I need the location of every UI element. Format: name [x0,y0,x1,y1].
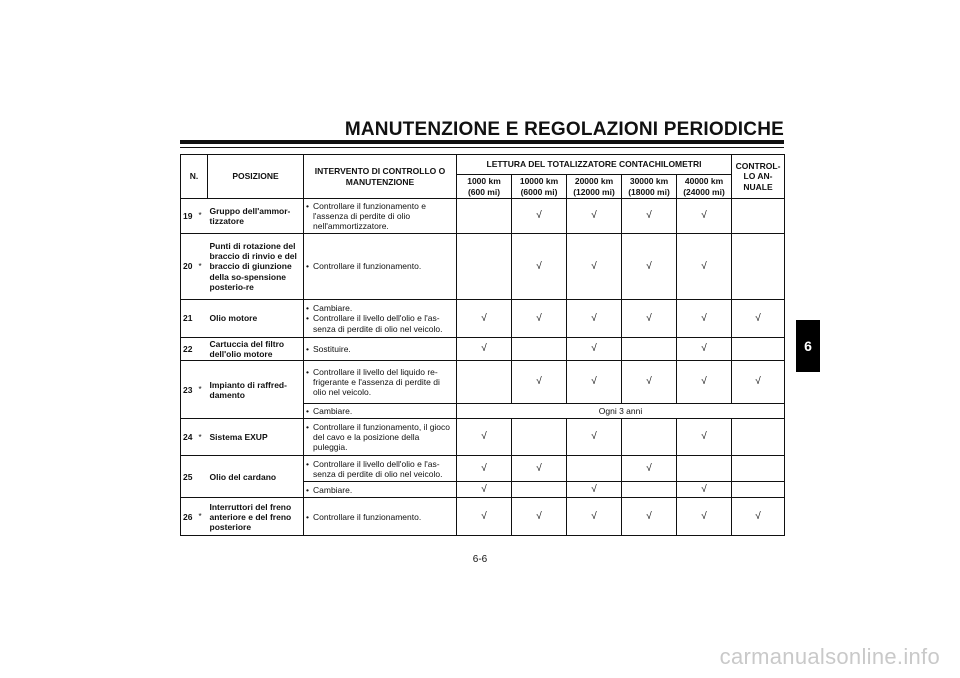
check-cell [732,199,785,234]
action-text: Controllare il funzionamento, il gioco del cavo e la posizione della puleggia. [313,422,451,453]
asterisk-mark [199,456,208,498]
check-cell: √ [677,361,732,404]
check-cell [622,419,677,456]
row-number: 22 [181,338,199,361]
check-cell [567,456,622,482]
action-text: Controllare il livello dell'olio e l'as-senza di perdite di olio nel veicolo. [313,458,443,479]
action-text: Cambiare. [313,484,353,495]
action-text: Controllare il funzionamento. [313,511,422,522]
check-cell: √ [622,234,677,300]
table-row [181,234,785,300]
check-cell: √ [512,300,567,338]
title-rule-thick [180,140,784,144]
table-row [181,419,785,456]
asterisk-mark: * [199,199,208,234]
action-cell [304,419,457,456]
bullet-icon: • [306,367,309,378]
check-cell [457,234,512,300]
check-cell: √ [732,361,785,404]
asterisk-mark [199,338,208,361]
check-cell: √ [677,419,732,456]
check-cell: √ [512,234,567,300]
table-row [181,456,785,482]
check-cell [457,199,512,234]
check-cell: √ [677,498,732,536]
position-cell: Interruttori del freno anteriore e del freno posteriore [208,498,304,536]
maintenance-table [180,154,785,536]
check-cell [512,482,567,498]
bullet-icon: • [306,313,309,324]
check-cell: √ [677,234,732,300]
check-cell [512,419,567,456]
bullet-icon: • [306,303,309,314]
position-cell: Impianto di raffred-damento [208,361,304,419]
table-row [181,498,785,536]
position-cell: Cartuccia del filtro dell'olio motore [208,338,304,361]
action-text: Controllare il livello dell'olio e l'as-senza di perdite di olio nel veicolo. [313,313,443,334]
table-row [181,361,785,404]
check-cell: √ [567,361,622,404]
check-cell: √ [732,300,785,338]
header-interval: 30000 km (18000 mi) [622,175,677,199]
check-cell [732,482,785,498]
check-cell: √ [457,300,512,338]
action-cell [304,498,457,536]
action-cell [304,404,457,419]
header-annual: CONTROL-LO AN-NUALE [732,155,785,199]
check-cell: √ [457,498,512,536]
chapter-tab: 6 [796,320,820,372]
check-cell: √ [457,419,512,456]
header-num: N. [181,155,208,199]
page-number: 6-6 [472,554,488,565]
check-cell [622,338,677,361]
check-cell [732,456,785,482]
check-cell: √ [457,456,512,482]
asterisk-mark: * [199,361,208,419]
page-title: MANUTENZIONE E REGOLAZIONI PERIODICHE [344,119,784,140]
row-number: 25 [181,456,199,498]
header-action: INTERVENTO DI CONTROLLO O MANUTENZIONE [304,155,457,199]
action-text: Cambiare. [313,406,353,417]
asterisk-mark: * [199,234,208,300]
check-cell: √ [567,419,622,456]
check-cell: √ [677,199,732,234]
check-cell [622,482,677,498]
check-cell: √ [622,456,677,482]
action-text: Controllare il funzionamento e l'assenza di perdite di olio nell'ammortizzatore. [313,200,426,232]
check-cell: √ [622,361,677,404]
action-cell [304,300,457,338]
check-cell: √ [567,234,622,300]
check-cell: √ [512,199,567,234]
header-interval: 20000 km (12000 mi) [567,175,622,199]
table-row [181,338,785,361]
check-cell: √ [567,338,622,361]
check-cell [732,419,785,456]
watermark: carmanualsonline.info [719,644,940,669]
table-row [181,199,785,234]
check-cell [457,361,512,404]
check-cell: √ [567,498,622,536]
check-cell: √ [567,199,622,234]
asterisk-mark: * [199,419,208,456]
check-cell: √ [677,338,732,361]
header-interval: 10000 km (6000 mi) [512,175,567,199]
bullet-icon: • [306,261,309,272]
action-cell [304,338,457,361]
action-text: Controllare il livello del liquido re-frigerante e l'assenza di perdite di olio nel veicolo. [313,367,440,398]
row-number: 23 [181,361,199,419]
position-cell: Olio motore [208,300,304,338]
bullet-icon: • [306,200,309,211]
bullet-icon: • [306,511,309,522]
action-text: Controllare il funzionamento. [313,261,422,272]
action-cell [304,361,457,404]
check-cell [677,456,732,482]
bullet-icon: • [306,406,309,417]
bullet-icon: • [306,422,309,433]
asterisk-mark: * [199,498,208,536]
action-cell [304,456,457,482]
title-rule-thin [180,147,784,148]
action-cell [304,234,457,300]
row-number: 20 [181,234,199,300]
header-position: POSIZIONE [208,155,304,199]
check-cell: √ [732,498,785,536]
action-text: Sostituire. [313,344,351,355]
interval-span-cell: Ogni 3 anni [457,404,785,419]
check-cell: √ [622,300,677,338]
position-cell: Sistema EXUP [208,419,304,456]
check-cell: √ [457,338,512,361]
position-cell: Punti di rotazione del braccio di rinvio e del braccio di giunzione della so-spensione posterio-re [208,234,304,300]
header-interval: 40000 km (24000 mi) [677,175,732,199]
asterisk-mark [199,300,208,338]
check-cell: √ [567,482,622,498]
check-cell: √ [512,361,567,404]
check-cell [732,234,785,300]
check-cell: √ [457,482,512,498]
action-text: Cambiare. [313,303,353,314]
header-odometer: LETTURA DEL TOTALIZZATORE CONTACHILOMETRI [457,155,732,175]
check-cell: √ [512,498,567,536]
check-cell: √ [567,300,622,338]
bullet-icon: • [306,458,309,469]
action-cell [304,199,457,234]
table-row [181,300,785,338]
bullet-icon: • [306,484,309,495]
check-cell [512,338,567,361]
header-interval: 1000 km (600 mi) [457,175,512,199]
check-cell: √ [677,482,732,498]
position-cell: Olio del cardano [208,456,304,498]
check-cell: √ [622,498,677,536]
check-cell: √ [677,300,732,338]
row-number: 24 [181,419,199,456]
check-cell [732,338,785,361]
row-number: 26 [181,498,199,536]
position-cell: Gruppo dell'ammor-tizzatore [208,199,304,234]
row-number: 19 [181,199,199,234]
check-cell: √ [622,199,677,234]
action-cell [304,482,457,498]
check-cell: √ [512,456,567,482]
row-number: 21 [181,300,199,338]
bullet-icon: • [306,344,309,355]
